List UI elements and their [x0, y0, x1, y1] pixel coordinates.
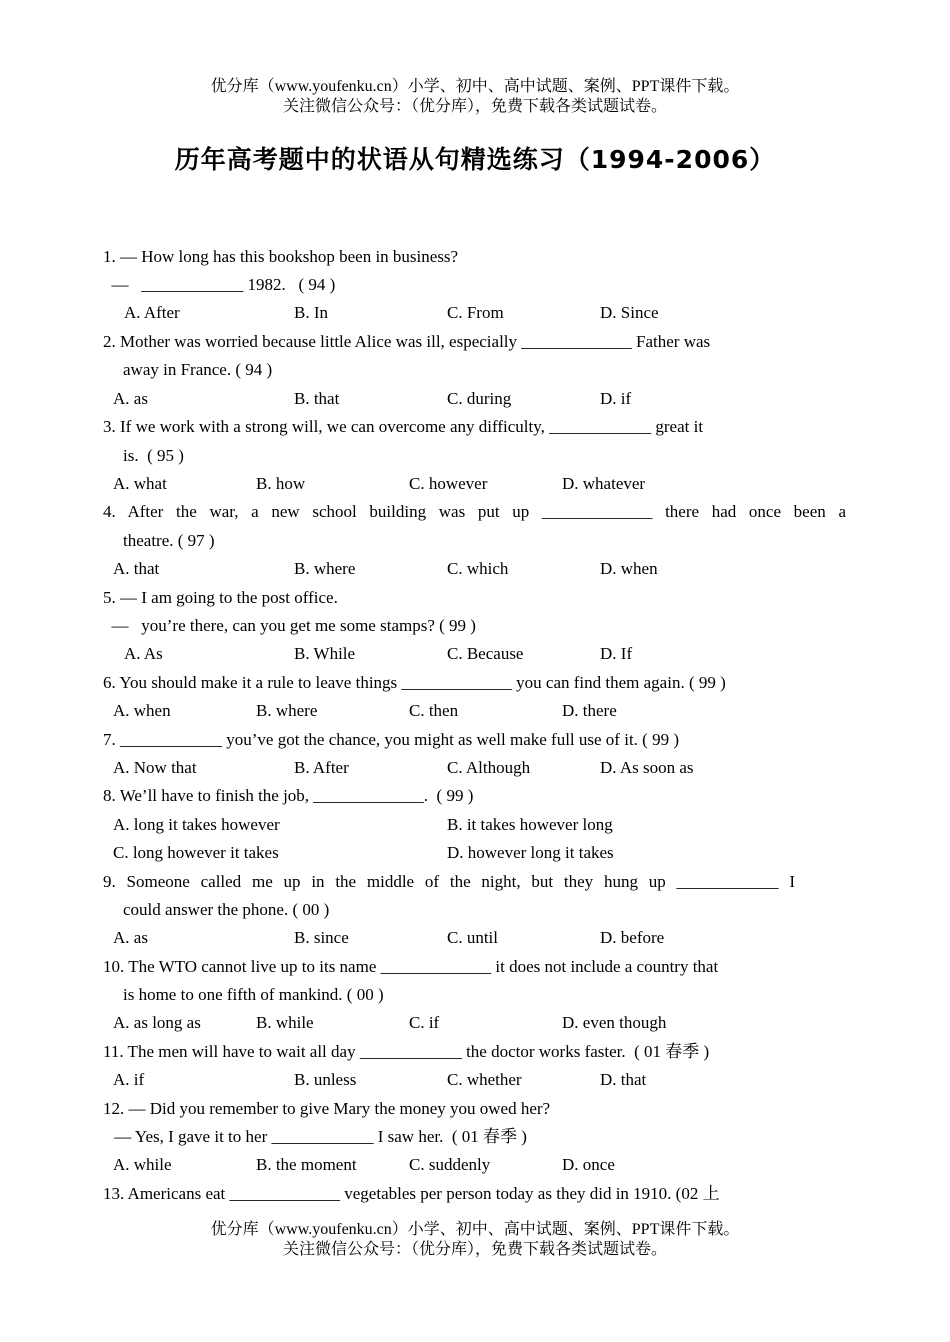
question-2-line-2: away in France. ( 94 ): [123, 360, 273, 379]
question-5-option-d: D. If: [600, 644, 633, 663]
question-4-line-2: theatre. ( 97 ): [123, 531, 215, 550]
question-10-line-2: is home to one fifth of mankind. ( 00 ): [123, 985, 384, 1004]
question-7-line-1: 7. ____________ you’ve got the chance, you might as well make full use of it. ( 99 ): [103, 730, 679, 749]
question-12-option-b: B. the moment: [256, 1155, 357, 1174]
question-5-option-a: A. As: [124, 644, 163, 663]
question-12-option-c: C. suddenly: [409, 1155, 491, 1174]
question-7-option-d: D. As soon as: [600, 758, 694, 777]
question-2-option-b: B. that: [294, 389, 340, 408]
header-line-2: 关注微信公众号：（优分库），免费下载各类试题试卷。: [282, 98, 667, 115]
question-3-option-d: D. whatever: [562, 474, 646, 493]
question-8-option-d: D. however long it takes: [447, 843, 614, 862]
question-12-line-1: 12. — Did you remember to give Mary the money you owed her?: [103, 1099, 551, 1118]
question-8-option-a: A. long it takes however: [113, 815, 280, 834]
question-10-option-a: A. as long as: [113, 1013, 201, 1032]
question-2-line-1: 2. Mother was worried because little Alice was ill, especially _____________ Father was: [103, 332, 711, 351]
question-3-line-1: 3. If we work with a strong will, we can overcome any difficulty, ____________ great it: [103, 417, 704, 436]
question-4-option-d: D. when: [600, 559, 658, 578]
question-1-option-c: C. From: [447, 303, 504, 322]
question-11-option-a: A. if: [113, 1070, 145, 1089]
question-4-line-1: 4. After the war, a new school building was put up _____________ there had once been a: [103, 502, 846, 521]
question-4-option-c: C. which: [447, 559, 509, 578]
question-10-line-1: 10. The WTO cannot live up to its name _____________ it does not include a country that: [103, 957, 719, 976]
question-5-option-b: B. While: [294, 644, 356, 663]
question-6-option-d: D. there: [562, 701, 617, 720]
question-6-option-b: B. where: [256, 701, 318, 720]
question-6-line-1: 6. You should make it a rule to leave things _____________ you can find them again. ( 99 ): [103, 673, 726, 692]
question-1-line-2: — ____________ 1982. ( 94 ): [103, 275, 336, 294]
question-8-option-b: B. it takes however long: [447, 815, 613, 834]
question-2-option-a: A. as: [113, 389, 148, 408]
question-1-option-b: B. In: [294, 303, 328, 322]
question-4-option-b: B. where: [294, 559, 356, 578]
footer-line-1: 优分库（www.youfenku.cn）小学、初中、高中试题、案例、PPT课件下载。: [210, 1221, 740, 1238]
question-6-option-c: C. then: [409, 701, 459, 720]
question-5-line-1: 5. — I am going to the post office.: [103, 588, 338, 607]
question-3-line-2: is. ( 95 ): [123, 446, 184, 465]
question-9-option-a: A. as: [113, 928, 148, 947]
question-2-option-c: C. during: [447, 389, 512, 408]
question-9-option-b: B. since: [294, 928, 349, 947]
question-2-option-d: D. if: [600, 389, 632, 408]
question-8-option-c: C. long however it takes: [113, 843, 279, 862]
question-12-line-2: — Yes, I gave it to her ____________ I saw her. ( 01 春季 ): [110, 1127, 527, 1146]
question-7-option-b: B. After: [294, 758, 349, 777]
question-1-option-a: A. After: [124, 303, 180, 322]
question-10-option-b: B. while: [256, 1013, 314, 1032]
question-7-option-a: A. Now that: [113, 758, 197, 777]
question-11-option-d: D. that: [600, 1070, 647, 1089]
question-11-option-c: C. whether: [447, 1070, 522, 1089]
footer-line-2: 关注微信公众号：（优分库），免费下载各类试题试卷。: [282, 1241, 667, 1258]
question-9-option-c: C. until: [447, 928, 499, 947]
question-3-option-a: A. what: [113, 474, 167, 493]
question-12-option-d: D. once: [562, 1155, 615, 1174]
question-1-line-1: 1. — How long has this bookshop been in business?: [103, 247, 459, 266]
page-title: 历年高考题中的状语从句精选练习（1994-2006）: [174, 145, 776, 174]
header-line-1: 优分库（www.youfenku.cn）小学、初中、高中试题、案例、PPT课件下载。: [210, 78, 740, 95]
question-10-option-d: D. even though: [562, 1013, 667, 1032]
question-5-line-2: — you’re there, can you get me some stamps? ( 99 ): [103, 616, 476, 635]
question-9-line-2: could answer the phone. ( 00 ): [123, 900, 330, 919]
question-12-option-a: A. while: [113, 1155, 172, 1174]
question-9-option-d: D. before: [600, 928, 665, 947]
question-5-option-c: C. Because: [447, 644, 524, 663]
question-3-option-c: C. however: [409, 474, 488, 493]
question-3-option-b: B. how: [256, 474, 306, 493]
question-10-option-c: C. if: [409, 1013, 440, 1032]
question-9-line-1: 9. Someone called me up in the middle of the night, but they hung up ____________ I: [103, 872, 795, 891]
question-11-option-b: B. unless: [294, 1070, 357, 1089]
question-11-line-1: 11. The men will have to wait all day ____________ the doctor works faster. ( 01 春季 ): [103, 1042, 710, 1061]
question-6-option-a: A. when: [113, 701, 171, 720]
question-8-line-1: 8. We’ll have to finish the job, _____________. ( 99 ): [103, 786, 474, 805]
question-7-option-c: C. Although: [447, 758, 531, 777]
question-13-line-1: 13. Americans eat _____________ vegetables per person today as they did in 1910. (02 上: [103, 1184, 720, 1203]
question-1-option-d: D. Since: [600, 303, 659, 322]
question-4-option-a: A. that: [113, 559, 160, 578]
